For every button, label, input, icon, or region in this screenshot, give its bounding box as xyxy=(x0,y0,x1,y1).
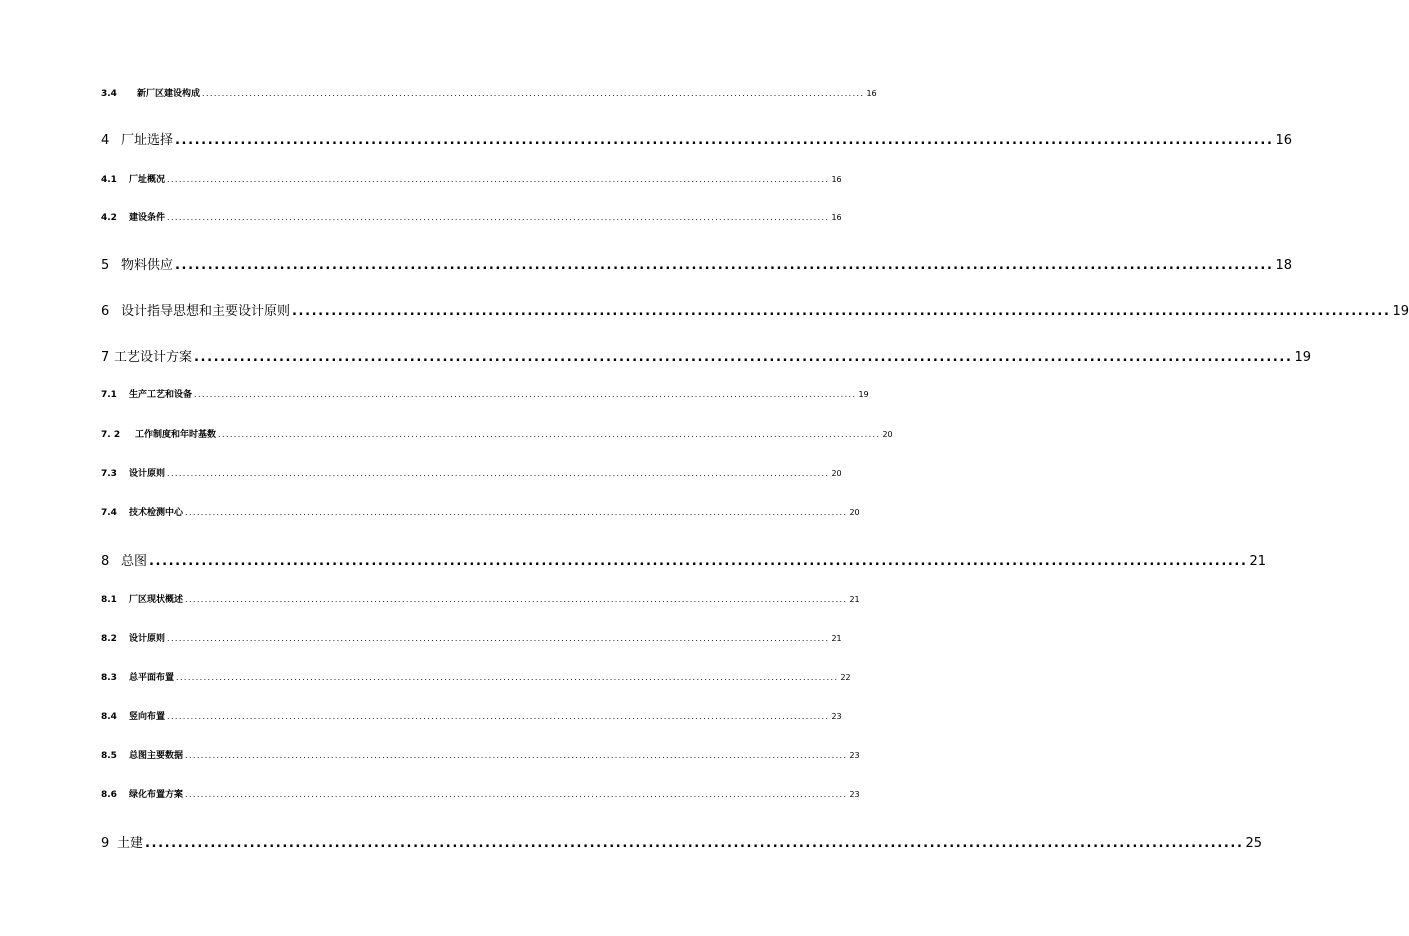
toc-number: 8.3 xyxy=(101,673,117,683)
toc-number: 7.1 xyxy=(101,390,117,400)
toc-page-number: 16 xyxy=(1275,133,1293,148)
toc-number: 7 xyxy=(101,350,110,365)
toc-title: 土建 xyxy=(117,836,144,851)
toc-title: 总图主要数据 xyxy=(129,751,184,761)
toc-number: 8.4 xyxy=(101,712,117,722)
toc-page-number: 16 xyxy=(831,175,842,184)
toc-title: 工作制度和年时基数 xyxy=(135,430,217,440)
toc-entry-4-2[interactable] xyxy=(101,210,842,223)
toc-leader-dots: ........................................................................................................................................................................ xyxy=(167,213,830,222)
toc-entry-8-2[interactable] xyxy=(101,631,842,644)
toc-number: 8.1 xyxy=(101,595,117,605)
toc-leader-dots: ........................................................................................................................................................................ xyxy=(176,673,839,682)
toc-entry-7[interactable] xyxy=(101,346,1312,365)
toc-title: 设计指导思想和主要设计原则 xyxy=(121,304,291,319)
toc-number: 4.2 xyxy=(101,213,117,223)
toc-number: 3.4 xyxy=(101,89,117,99)
toc-entry-8-1[interactable] xyxy=(101,592,860,605)
toc-entry-5[interactable] xyxy=(101,254,1293,273)
toc-title: 厂址概况 xyxy=(129,175,166,185)
toc-leader-dots: ........................................................................................................................................................................ xyxy=(167,712,830,721)
toc-number: 9 xyxy=(101,836,110,851)
toc-page-number: 19 xyxy=(1392,304,1409,319)
toc-title: 厂址选择 xyxy=(121,133,174,148)
toc-title: 物料供应 xyxy=(121,258,174,273)
toc-page-number: 20 xyxy=(831,469,842,478)
toc-entry-8[interactable] xyxy=(101,550,1267,569)
toc-leader-dots: ........................................................................................................................................................................ xyxy=(202,89,865,98)
toc-entry-9[interactable] xyxy=(101,832,1263,851)
toc-leader-dots: ........................................................................................................................................................................ xyxy=(167,175,830,184)
toc-entry-7-4[interactable] xyxy=(101,505,860,518)
toc-number: 4.1 xyxy=(101,175,117,185)
toc-title: 新厂区建设构成 xyxy=(137,89,201,99)
toc-page-number: 20 xyxy=(882,430,893,439)
toc-entry-8-4[interactable] xyxy=(101,709,842,722)
toc-page-number: 20 xyxy=(849,508,860,517)
toc-number: 4 xyxy=(101,133,110,148)
toc-number: 7.4 xyxy=(101,508,117,518)
toc-leader-dots: ........................................................................................................................................................................ xyxy=(218,430,881,439)
toc-number: 8.5 xyxy=(101,751,117,761)
toc-title: 设计原则 xyxy=(129,469,166,479)
toc-leader-dots: ........................................................................................................................................................................ xyxy=(292,304,1391,319)
toc-page-number: 16 xyxy=(831,213,842,222)
toc-entry-4-1[interactable] xyxy=(101,172,842,185)
toc-entry-7-2[interactable] xyxy=(101,427,893,440)
toc-entry-7-1[interactable] xyxy=(101,387,869,400)
toc-leader-dots: ........................................................................................................................................................................ xyxy=(185,751,848,760)
toc-title: 技术检测中心 xyxy=(129,508,184,518)
toc-entry-7-3[interactable] xyxy=(101,466,842,479)
toc-title: 生产工艺和设备 xyxy=(129,390,193,400)
toc-entry-8-6[interactable] xyxy=(101,787,860,800)
toc-number: 6 xyxy=(101,304,110,319)
toc-title: 设计原则 xyxy=(129,634,166,644)
toc-leader-dots: ........................................................................................................................................................................ xyxy=(167,469,830,478)
toc-page-number: 21 xyxy=(849,595,860,604)
toc-title: 总图 xyxy=(121,554,148,569)
toc-leader-dots: ........................................................................................................................................................................ xyxy=(149,554,1248,569)
toc-leader-dots: ........................................................................................................................................................................ xyxy=(145,836,1244,851)
toc-number: 8 xyxy=(101,554,110,569)
toc-page-number: 21 xyxy=(1249,554,1267,569)
toc-number: 7.3 xyxy=(101,469,117,479)
toc-page-number: 23 xyxy=(849,751,860,760)
toc-title: 建设条件 xyxy=(129,213,166,223)
toc-leader-dots: ........................................................................................................................................................................ xyxy=(167,634,830,643)
toc-entry-8-5[interactable] xyxy=(101,748,860,761)
toc-entry-6[interactable] xyxy=(101,300,1409,319)
toc-leader-dots: ........................................................................................................................................................................ xyxy=(175,258,1274,273)
toc-leader-dots: ........................................................................................................................................................................ xyxy=(194,390,857,399)
toc-number: 8.2 xyxy=(101,634,117,644)
toc-leader-dots: ........................................................................................................................................................................ xyxy=(185,595,848,604)
toc-page-number: 23 xyxy=(849,790,860,799)
toc-page-number: 16 xyxy=(866,89,877,98)
toc-page-number: 21 xyxy=(831,634,842,643)
toc-page-number: 18 xyxy=(1275,258,1293,273)
toc-entry-8-3[interactable] xyxy=(101,670,851,683)
toc-page-number: 25 xyxy=(1245,836,1263,851)
toc-title: 厂区现状概述 xyxy=(129,595,184,605)
toc-leader-dots: ........................................................................................................................................................................ xyxy=(194,350,1293,365)
toc-number: 8.6 xyxy=(101,790,117,800)
toc-entry-4[interactable] xyxy=(101,129,1293,148)
toc-number: 7. 2 xyxy=(101,430,121,440)
toc-page-number: 19 xyxy=(1294,350,1312,365)
toc-leader-dots: ........................................................................................................................................................................ xyxy=(185,790,848,799)
toc-leader-dots: ........................................................................................................................................................................ xyxy=(185,508,848,517)
toc-page-number: 19 xyxy=(858,390,869,399)
toc-title: 工艺设计方案 xyxy=(114,350,193,365)
toc-title: 绿化布置方案 xyxy=(129,790,184,800)
toc-leader-dots: ........................................................................................................................................................................ xyxy=(175,133,1274,148)
toc-page-number: 23 xyxy=(831,712,842,721)
toc-number: 5 xyxy=(101,258,110,273)
toc-title: 竖向布置 xyxy=(129,712,166,722)
toc-title: 总平面布置 xyxy=(129,673,175,683)
toc-page-number: 22 xyxy=(840,673,851,682)
toc-entry-3-4[interactable] xyxy=(101,86,877,99)
